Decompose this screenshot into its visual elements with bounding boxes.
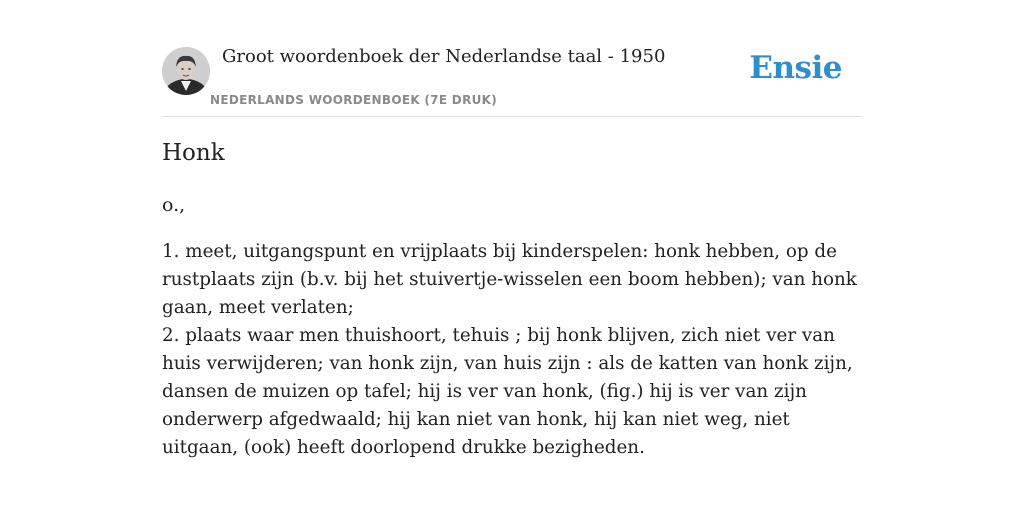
definition-sense-1: 1. meet, uitgangspunt en vrijplaats bij kinderspelen: honk hebben, op de rustplaats zijn (b.v. bij het stuivertje-wisselen een boom hebben); van honk gaan, meet verlaten; — [162, 241, 857, 318]
source-header — [162, 0, 862, 117]
entry-definitions — [162, 238, 862, 462]
ensie-logo[interactable]: Ensie — [749, 50, 842, 86]
dictionary-card — [162, 0, 862, 512]
portrait-svg — [162, 47, 210, 95]
entry-headword: Honk — [162, 140, 225, 166]
entry-grammar: o., — [162, 194, 186, 216]
portrait-avatar-icon[interactable] — [162, 47, 210, 95]
source-subtitle[interactable]: NEDERLANDS WOORDENBOEK (7E DRUK) — [210, 93, 498, 107]
definition-sense-2: 2. plaats waar men thuishoort, tehuis ; bij honk blijven, zich niet ver van huis verwijderen; van honk zijn, van huis zijn : als de katten van honk zijn, dansen de muizen op tafel; hij is ver van honk, (fig.) hij is ver van zijn onderwerp afgedwaald; hij kan niet van honk, hij kan niet weg, niet uitgaan, (ook) heeft doorlopend drukke bezigheden. — [162, 325, 853, 458]
source-title[interactable]: Groot woordenboek der Nederlandse taal - 1950 — [222, 46, 666, 67]
